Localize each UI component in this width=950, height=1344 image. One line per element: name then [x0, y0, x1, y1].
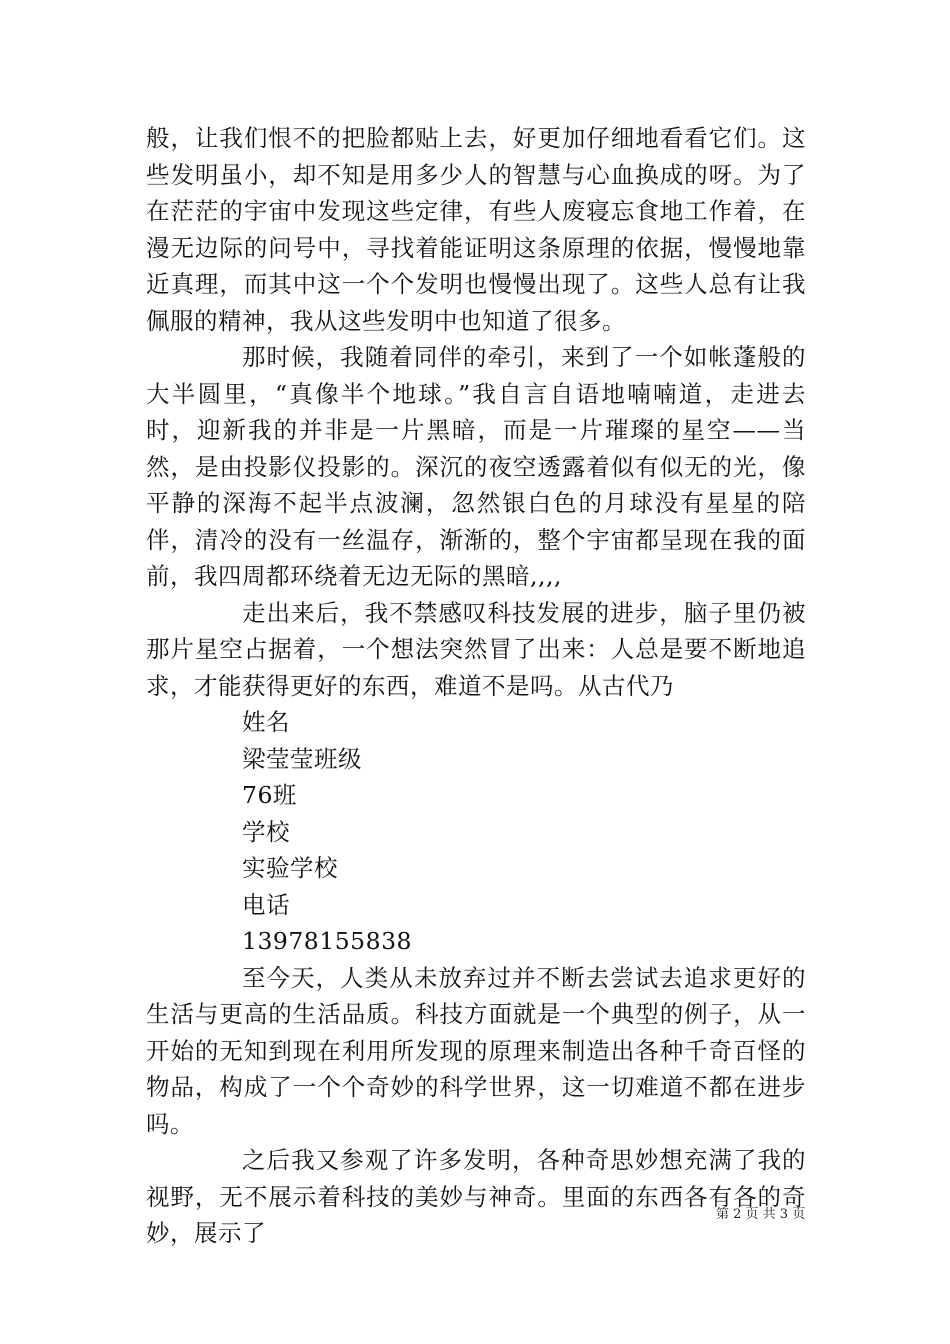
info-line-name-label: 姓名 [242, 708, 290, 736]
paragraph-5: 之后我又参观了许多发明，各种奇思妙想充满了我的视野，无不展示着科技的美妙与神奇。里面的东西各有各的奇妙，展示了 [146, 1146, 806, 1247]
paragraph-2: 那时候，我随着同伴的牵引，来到了一个如帐蓬般的大半圆里，“真像半个地球。”我自言自语地喃喃道，走进去时，迎新我的并非是一片黑暗，而是一片璀璨的星空——当然，是由投影仪投影的。深沉的夜空透露着似有似无的光，像平静的深海不起半点波澜，忽然银白色的月球没有星星的陪伴，清冷的没有一丝温存，渐渐的，整个宇宙都呈现在我的面前，我四周都环绕着无边无际的黑暗,,,, [146, 343, 806, 590]
student-info-block [146, 704, 806, 960]
info-line-name-class: 梁莹莹班级 [242, 744, 362, 773]
document-body [146, 120, 806, 1252]
info-line-class-value: 76班 [242, 781, 297, 809]
paragraph-3: 走出来后，我不禁感叹科技发展的进步，脑子里仍被那片星空占据着，一个想法突然冒了出来：人总是要不断地追求，才能获得更好的东西，难道不是吗。从古代乃 [146, 598, 806, 700]
info-line-phone-value: 13978155838 [242, 927, 412, 955]
page-number-footer: 第 2 页 共 3 页 [716, 1207, 806, 1222]
paragraph-1: 般，让我们恨不的把脸都贴上去，好更加仔细地看看它们。这些发明虽小，却不知是用多少人的智慧与心血换成的呀。为了在茫茫的宇宙中发现这些定律，有些人废寝忘食地工作着，在漫无边际的问号中，寻找着能证明这条原理的依据，慢慢地靠近真理，而其中这一个个发明也慢慢出现了。这些人总有让我佩服的精神，我从这些发明中也知道了很多。 [146, 124, 806, 335]
info-line-school-label: 学校 [242, 817, 290, 846]
paragraph-4: 至今天，人类从未放弃过并不断去尝试去追求更好的生活与更高的生活品质。科技方面就是一个典型的例子，从一开始的无知到现在利用所发现的原理来制造出各种千奇百怪的物品，构成了一个个奇妙的科学世界，这一切难道不都在进步吗。 [146, 963, 806, 1138]
info-line-phone-label: 电话 [242, 890, 290, 919]
info-line-school-value: 实验学校 [242, 854, 338, 882]
